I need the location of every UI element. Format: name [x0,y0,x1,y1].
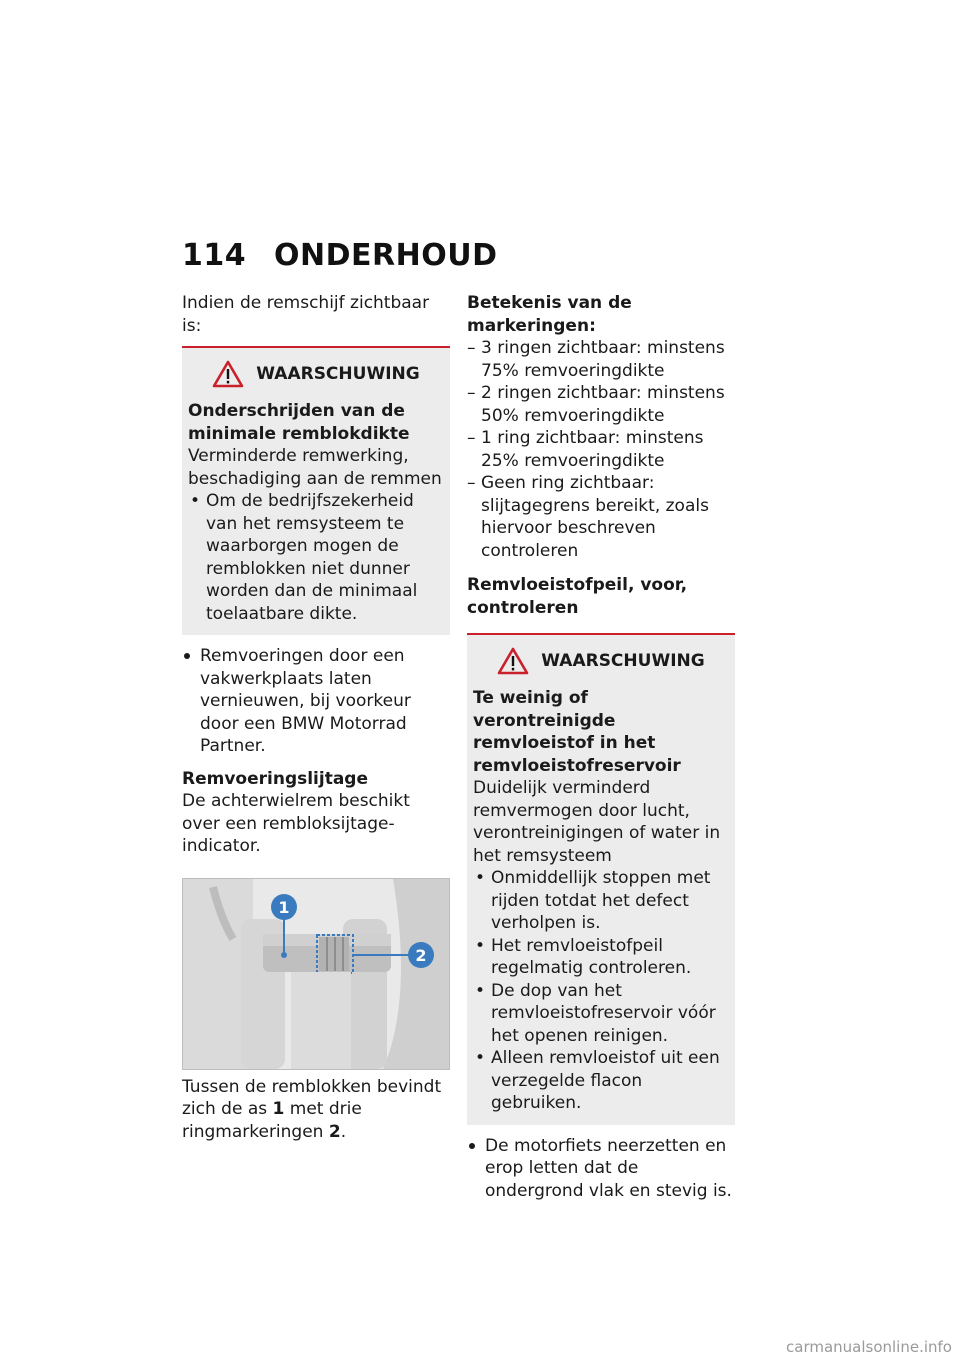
warning-triangle-icon [497,647,529,675]
list-item: De motorfiets neerzetten en erop letten dat de ondergrond vlak en stevig is. [467,1135,735,1203]
page-number: 114 [182,238,247,273]
brake-pad-figure [182,878,450,1070]
warning-title: Te weinig of verontreinigde remvloeistof in het remvloeistofreservoir [473,688,681,776]
brake-pad-illustration [183,879,449,1069]
markings-title: Betekenis van de markeringen: [467,293,632,336]
page-header [182,238,497,273]
callout-2-label: 2 [415,945,427,965]
list-item: – 1 ring zichtbaar: minstens 25% remvoeringdikte [467,427,735,472]
list-item: – 2 ringen zichtbaar: minstens 50% remvoeringdikte [467,382,735,427]
figure-caption: Tussen de remblokken bevindt zich de as 1 met drie ringmarkeringen 2. [182,1076,442,1142]
list-item: • Onmiddellijk stoppen met rijden totdat het defect verholpen is. [473,867,729,935]
list-item: – 3 ringen zichtbaar: minstens 75% remvoeringdikte [467,337,735,382]
warning-box [182,348,450,635]
callout-1-label: 1 [278,897,290,917]
list-item: Remvoeringen door een vakwerkplaats laten vernieuwen, bij voorkeur door een BMW Motorrad Partner. [182,645,450,758]
warning-header [473,647,729,675]
step-list [182,645,450,758]
warning-header [188,360,444,388]
warning-label: WAARSCHUWING [256,363,420,384]
section-title: Remvoeringslijtage [182,768,369,789]
warning-title: Onderschrijden van de minimale remblokdikte [188,401,410,444]
section-text: De achterwielrem beschikt over een rembloksijtage-indicator. [182,791,410,856]
intro-text: Indien de remschijf zichtbaar is: [182,293,430,336]
section-title: Remvloeistofpeil, voor, controleren [467,575,688,618]
warning-consequence: Verminderde remwerking, beschadiging aan de remmen [188,446,442,489]
warning-label: WAARSCHUWING [541,650,705,671]
warning-triangle-icon [212,360,244,388]
warning-list [473,867,729,1115]
watermark: carmanualsonline.info [786,1338,952,1356]
step-list [467,1135,735,1203]
list-item: • De dop van het remvloeistofreservoir vóór het openen reinigen. [473,980,729,1048]
right-column [467,292,735,1202]
warning-consequence: Duidelijk verminderd remvermogen door lucht, verontreinigingen of water in het remsysteem [473,778,721,866]
chapter-title: ONDERHOUD [274,238,498,273]
warning-box [467,635,735,1125]
warning-list [188,490,444,625]
list-item: • Om de bedrijfszekerheid van het remsysteem te waarborgen mogen de remblokken niet dunner worden dan de minimaal toelaatbare dikte. [188,490,444,625]
left-column [182,292,450,1143]
list-item: • Alleen remvloeistof uit een verzegelde flacon gebruiken. [473,1047,729,1115]
markings-list [467,337,735,562]
list-item: • Het remvloeistofpeil regelmatig controleren. [473,935,729,980]
list-item: – Geen ring zichtbaar: slijtagegrens bereikt, zoals hiervoor beschreven controleren [467,472,735,562]
